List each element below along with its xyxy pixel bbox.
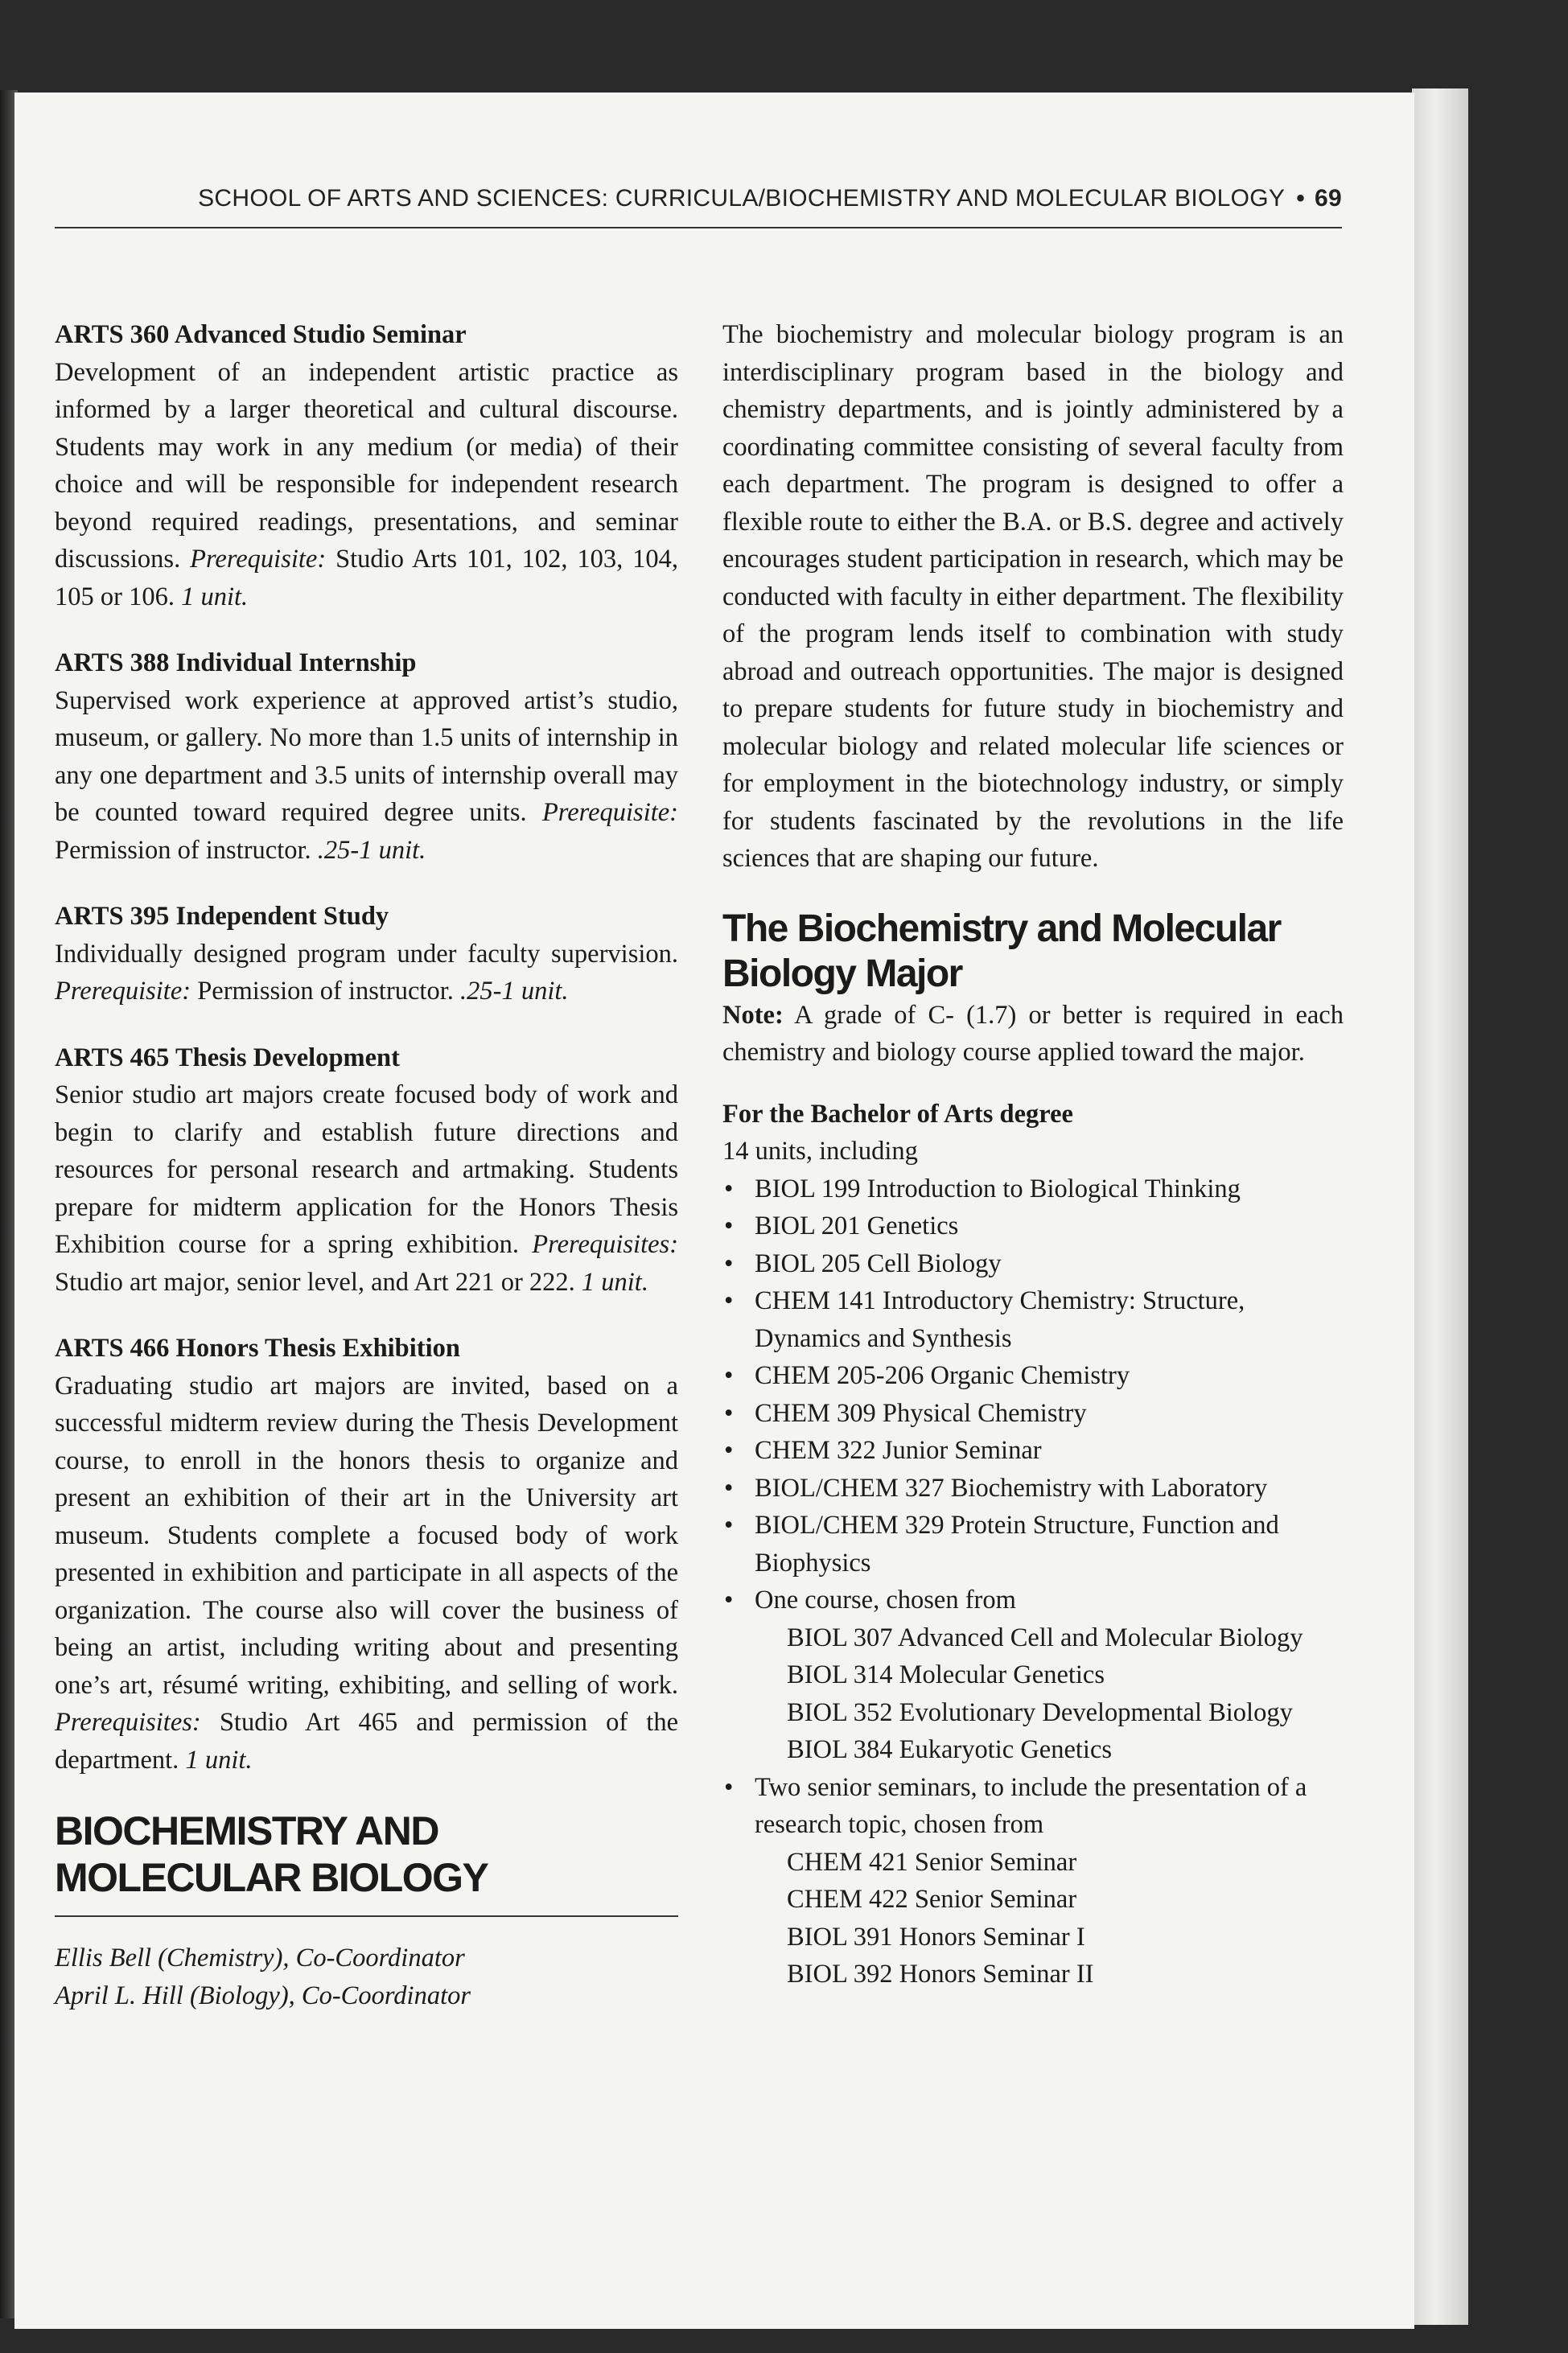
list-item: • One course, chosen from <box>722 1582 1344 1619</box>
running-head <box>55 185 1342 212</box>
course-title: ARTS 395 Independent Study <box>55 902 389 931</box>
option-item: BIOL 307 Advanced Cell and Molecular Biology <box>787 1623 1303 1652</box>
note <box>722 997 1344 1072</box>
option-item: CHEM 421 Senior Seminar <box>787 1847 1077 1877</box>
list-item: • BIOL/CHEM 327 Biochemistry with Laboratory <box>722 1470 1344 1508</box>
ba-heading: For the Bachelor of Arts degree <box>722 1099 1073 1129</box>
course-options <box>722 1619 1344 1769</box>
course-title: ARTS 466 Honors Thesis Exhibition <box>55 1334 460 1363</box>
seminar-options <box>722 1844 1344 1993</box>
prereq-label: Prerequisites: <box>532 1230 679 1259</box>
right-column <box>722 316 1344 1993</box>
option-item: BIOL 352 Evolutionary Developmental Biology <box>787 1697 1293 1727</box>
course-entry <box>55 898 678 1010</box>
running-head-bullet: • <box>1296 185 1306 212</box>
option-item: CHEM 422 Senior Seminar <box>787 1885 1077 1914</box>
course-description: Individually designed program under faculty supervision. Prerequisite: Permission of instructor. .25-1 unit. <box>55 939 678 1006</box>
course-description: Supervised work experience at approved artist’s studio, museum, or gallery. No more than 1.5 units of internship in any one department and 3.5 units of internship overall may be counted toward required degree units. Prerequisite: Permission of instructor. .25-1 unit. <box>55 685 679 865</box>
course-title: ARTS 388 Individual Internship <box>55 648 417 677</box>
option-item: BIOL 391 Honors Seminar I <box>787 1922 1085 1952</box>
prereq-label: Prerequisite: <box>541 798 679 827</box>
ba-units: 14 units, including <box>722 1137 918 1166</box>
coordinator: Ellis Bell (Chemistry), Co-Coordinator <box>55 1944 465 1972</box>
course-description: Graduating studio art majors are invited, based on a successful midterm review during the Thesis Development course, to enroll in the honors thesis to organize and present an exhibition of their art in the University art museum. Students complete a focused body of work presented in exhibition and participate in all aspects of the organization. The course also will cover the business of being an artist, including writing about and presenting one’s art, résumé writing, exhibiting, and selling of work. Prerequisites: Studio Art 465 and permission of the department. 1 unit. <box>55 1371 679 1775</box>
course-description: Development of an independent artistic practice as informed by a larger theoretical and cultural discourse. Students may work in any medium (or media) of their choice and will be responsible for independent research beyond required readings, presentations, and seminar discussions. Prerequisite: Studio Arts 101, 102, 103, 104, 105 or 106. 1 unit. <box>55 357 679 611</box>
prereq-text: Studio Art 465 and permission of the department. <box>55 1708 679 1775</box>
page-edge-stack <box>1412 88 1468 2325</box>
list-item: • Two senior seminars, to include the presentation of a research topic, chosen from <box>722 1769 1344 1844</box>
list-item: • CHEM 309 Physical Chemistry <box>722 1395 1344 1433</box>
course-units: .25-1 unit. <box>460 977 569 1006</box>
list-item: • CHEM 141 Introductory Chemistry: Structure, Dynamics and Synthesis <box>722 1282 1344 1357</box>
course-entry <box>55 316 678 615</box>
seminar-list <box>722 1769 1344 1844</box>
left-column <box>55 316 678 2014</box>
course-units: 1 unit. <box>581 1267 648 1297</box>
prereq-text: Permission of instructor. <box>55 835 311 865</box>
major-title: The Biochemistry and Molecular Biology Major <box>722 907 1281 995</box>
section-rule <box>55 1915 678 1917</box>
page-number: 69 <box>1315 185 1342 212</box>
prereq-text: Permission of instructor. <box>197 977 454 1006</box>
prereq-label: Prerequisite: <box>190 545 327 574</box>
coordinator: April L. Hill (Biology), Co-Coordinator <box>55 1981 471 2010</box>
course-units: 1 unit. <box>185 1745 253 1775</box>
course-units: .25-1 unit. <box>317 835 426 865</box>
option-item: BIOL 384 Eukaryotic Genetics <box>787 1735 1113 1764</box>
program-intro: The biochemistry and molecular biology program is an interdisciplinary program based in the biology and chemistry departments, and is jointly administered by a coordinating committee consisting of several faculty from each department. The program is designed to offer a flexible route to either the B.A. or B.S. degree and actively encourages student participation in research, which may be conducted with faculty in either department. The flexibility of the program lends itself to combination with study abroad and outreach opportunities. The major is designed to prepare students for future study in biochemistry and molecular biology and related molecular life sciences or for employment in the biotechnology industry, or simply for students fascinated by the revolutions in the life sciences that are shaping our future. <box>722 320 1344 873</box>
course-description: Senior studio art majors create focused body of work and begin to clarify and establish future directions and resources for personal research and artmaking. Students prepare for midterm application for the Honors Thesis Exhibition course for a spring exhibition. Prerequisites: Studio art major, senior level, and Art 221 or 222. 1 unit. <box>55 1080 679 1297</box>
course-entry <box>55 1039 678 1302</box>
course-entry <box>55 644 678 869</box>
prereq-label: Prerequisite: <box>55 977 191 1006</box>
list-item: • BIOL/CHEM 329 Protein Structure, Function and Biophysics <box>722 1507 1344 1582</box>
course-units: 1 unit. <box>181 582 249 611</box>
running-head-title: SCHOOL OF ARTS AND SCIENCES: CURRICULA/BIOCHEMISTRY AND MOLECULAR BIOLOGY <box>198 185 1286 212</box>
option-item: BIOL 314 Molecular Genetics <box>787 1660 1105 1689</box>
list-item: • BIOL 201 Genetics <box>722 1207 1344 1245</box>
note-label: Note: <box>722 1000 784 1030</box>
requirements-list <box>722 1170 1344 1619</box>
option-item: BIOL 392 Honors Seminar II <box>787 1960 1094 1989</box>
prereq-text: Studio art major, senior level, and Art 221 or 222. <box>55 1267 575 1297</box>
prereq-text: Studio Arts 101, 102, 103, 104, 105 or 106. <box>55 545 679 611</box>
course-title: ARTS 465 Thesis Development <box>55 1043 400 1072</box>
list-item: • BIOL 205 Cell Biology <box>722 1245 1344 1283</box>
list-item: • CHEM 205-206 Organic Chemistry <box>722 1357 1344 1395</box>
list-item: • CHEM 322 Junior Seminar <box>722 1432 1344 1470</box>
header-rule <box>55 227 1342 228</box>
section-title: BIOCHEMISTRY AND MOLECULAR BIOLOGY <box>55 1808 488 1900</box>
course-entry <box>55 1330 678 1779</box>
course-title: ARTS 360 Advanced Studio Seminar <box>55 320 467 349</box>
list-item: • BIOL 199 Introduction to Biological Thinking <box>722 1170 1344 1208</box>
prereq-label: Prerequisites: <box>55 1708 201 1737</box>
note-text: A grade of C- (1.7) or better is required in each chemistry and biology course applied toward the major. <box>722 1000 1344 1067</box>
